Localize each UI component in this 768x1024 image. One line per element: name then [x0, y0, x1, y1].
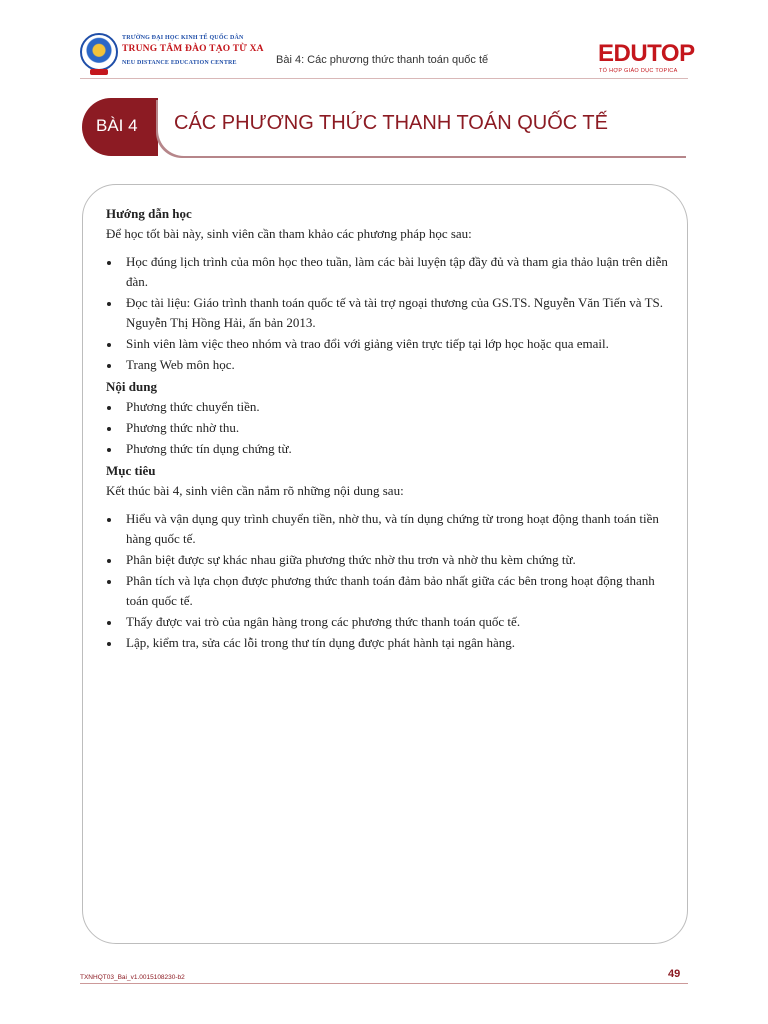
content-heading: Nội dung	[106, 379, 157, 394]
edutop-wordmark: EDUTOP	[598, 40, 695, 67]
guide-heading: Hướng dẫn học	[106, 206, 192, 221]
list-item: Phương thức tín dụng chứng từ.	[106, 439, 668, 459]
list-item: Phân biệt được sự khác nhau giữa phương thức nhờ thu trơn và nhờ thu kèm chứng từ.	[106, 550, 668, 570]
running-header-title: Bài 4: Các phương thức thanh toán quốc tế	[276, 54, 489, 66]
document-code: TXNHQT03_Bai_v1.0015108230-b2	[80, 974, 185, 981]
list-item: Học đúng lịch trình của môn học theo tuần, làm các bài luyện tập đầy đủ và tham gia thảo luận trên diễn đàn.	[106, 252, 668, 292]
guide-intro: Để học tốt bài này, sinh viên cần tham khảo các phương pháp học sau:	[106, 226, 472, 241]
edutop-logo	[598, 40, 695, 76]
university-seal-icon	[80, 33, 118, 71]
list-item: Đọc tài liệu: Giáo trình thanh toán quốc tế và tài trợ ngoại thương của GS.TS. Nguyễn Văn Tiến và TS. Nguyễn Thị Hồng Hải, ấn bản 2013.	[106, 293, 668, 333]
org-name-line1: TRƯỜNG ĐẠI HỌC KINH TẾ QUỐC DÂN	[122, 35, 244, 41]
page-number: 49	[668, 968, 681, 980]
header-divider	[80, 78, 688, 79]
goals-heading: Mục tiêu	[106, 463, 156, 478]
lesson-title: CÁC PHƯƠNG THỨC THANH TOÁN QUỐC TẾ	[174, 112, 608, 134]
list-item: Lập, kiểm tra, sửa các lỗi trong thư tín dụng được phát hành tại ngân hàng.	[106, 633, 668, 653]
list-item: Sinh viên làm việc theo nhóm và trao đổi với giảng viên trực tiếp tại lớp học hoặc qua email.	[106, 334, 668, 354]
list-item: Phương thức nhờ thu.	[106, 418, 668, 438]
content-list	[106, 397, 668, 459]
lesson-number-label: BÀI 4	[96, 116, 138, 135]
list-item: Hiểu và vận dụng quy trình chuyển tiền, nhờ thu, và tín dụng chứng từ trong hoạt động thanh toán tiền hàng quốc tế.	[106, 509, 668, 549]
org-name-line3: NEU DISTANCE EDUCATION CENTRE	[122, 60, 237, 66]
footer-divider	[80, 983, 688, 984]
guide-list	[106, 252, 668, 375]
lesson-number-tab	[82, 98, 158, 156]
list-item: Phương thức chuyển tiền.	[106, 397, 668, 417]
org-name-line2: TRUNG TÂM ĐÀO TẠO TỪ XA	[122, 44, 264, 54]
goals-list	[106, 509, 668, 653]
list-item: Phân tích và lựa chọn được phương thức thanh toán đảm bảo nhất giữa các bên trong hoạt động thanh toán quốc tế.	[106, 571, 668, 611]
edutop-tagline: TỔ HỢP GIÁO DỤC TOPICA	[599, 68, 678, 74]
list-item: Thấy được vai trò của ngân hàng trong các phương thức thanh toán quốc tế.	[106, 612, 668, 632]
goals-intro: Kết thúc bài 4, sinh viên cần nắm rõ những nội dung sau:	[106, 483, 404, 498]
school-logo	[80, 33, 280, 77]
lesson-body	[106, 204, 668, 655]
list-item: Trang Web môn học.	[106, 355, 668, 375]
